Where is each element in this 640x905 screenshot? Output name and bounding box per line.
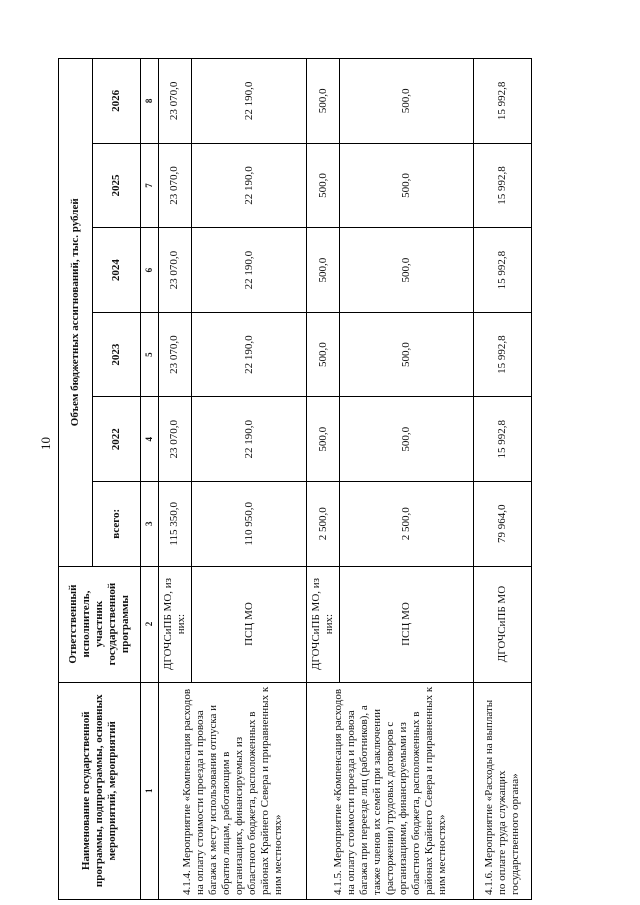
cell-2025: 15 992,8	[474, 143, 532, 228]
row-name: 4.1.4. Мероприятие «Компенсация расходов на оплату стоимости проезда и провоза багажа к месту использования отпуска и обратно лицам, работающим в организациях, финансируемых из областного бюджета, расположенных в районах Крайнего Севера и приравненных к ним местностях»	[159, 682, 307, 899]
header-year-2026: 2026	[93, 59, 141, 144]
header-year-2025: 2025	[93, 143, 141, 228]
cell-2023: 500,0	[307, 312, 340, 397]
cell-2023: 23 070,0	[159, 312, 192, 397]
row-responsible: ДГОЧСиПБ МО, из них:	[307, 566, 340, 682]
table-row	[159, 59, 192, 900]
cell-total: 2 500,0	[340, 481, 474, 566]
col-index: 5	[141, 312, 159, 397]
cell-2024: 15 992,8	[474, 228, 532, 313]
col-index: 7	[141, 143, 159, 228]
cell-2022: 22 190,0	[191, 397, 306, 482]
header-year-2024: 2024	[93, 228, 141, 313]
cell-2022: 500,0	[340, 397, 474, 482]
cell-2026: 500,0	[307, 59, 340, 144]
col-index: 8	[141, 59, 159, 144]
cell-2023: 22 190,0	[191, 312, 306, 397]
budget-table	[58, 58, 532, 900]
cell-2026: 23 070,0	[159, 59, 192, 144]
header-name: Наименование государственной программы, подпрограммы, основных мероприятий, мероприятий	[59, 682, 141, 899]
cell-2025: 23 070,0	[159, 143, 192, 228]
row-name: 4.1.6. Мероприятие «Расходы на выплаты по оплате труда служащих государственного органа»	[474, 682, 532, 899]
cell-2022: 23 070,0	[159, 397, 192, 482]
row-responsible: ДГОЧСиПБ МО	[474, 566, 532, 682]
subrow-responsible: ПСЦ МО	[340, 566, 474, 682]
header-responsible: Ответственный исполнитель, участник государственной программы	[59, 566, 141, 682]
col-index: 3	[141, 481, 159, 566]
cell-2022: 500,0	[307, 397, 340, 482]
cell-2023: 15 992,8	[474, 312, 532, 397]
cell-total: 2 500,0	[307, 481, 340, 566]
col-index: 2	[141, 566, 159, 682]
col-index: 4	[141, 397, 159, 482]
cell-2022: 15 992,8	[474, 397, 532, 482]
row-name: 4.1.5. Мероприятие «Компенсация расходов на оплату стоимости проезда и провоза багажа при переезде лиц (работников), а также членов их семей при заключении (расторжении) трудовых договоров с организациями, финансируемыми из областного бюджета, расположенных в районах Крайнего Севера и приравненных к ним местностях»	[307, 682, 474, 899]
subrow-responsible: ПСЦ МО	[191, 566, 306, 682]
cell-2024: 500,0	[307, 228, 340, 313]
budget-table-container	[58, 58, 532, 900]
table-row	[307, 59, 340, 900]
header-year-2023: 2023	[93, 312, 141, 397]
cell-2025: 22 190,0	[191, 143, 306, 228]
cell-total: 79 964,0	[474, 481, 532, 566]
cell-2024: 500,0	[340, 228, 474, 313]
col-index: 1	[141, 682, 159, 899]
cell-2025: 500,0	[340, 143, 474, 228]
table-row	[474, 59, 532, 900]
row-responsible: ДГОЧСиПБ МО, из них:	[159, 566, 192, 682]
cell-2024: 23 070,0	[159, 228, 192, 313]
cell-2026: 500,0	[340, 59, 474, 144]
cell-total: 115 350,0	[159, 481, 192, 566]
cell-2023: 500,0	[340, 312, 474, 397]
cell-2024: 22 190,0	[191, 228, 306, 313]
header-budget-group: Объем бюджетных ассигнований, тыс. рублей	[59, 59, 93, 567]
header-total: всего:	[93, 481, 141, 566]
col-index: 6	[141, 228, 159, 313]
cell-2025: 500,0	[307, 143, 340, 228]
cell-total: 110 950,0	[191, 481, 306, 566]
cell-2026: 15 992,8	[474, 59, 532, 144]
header-year-2022: 2022	[93, 397, 141, 482]
page-number: 10	[38, 437, 53, 450]
cell-2026: 22 190,0	[191, 59, 306, 144]
